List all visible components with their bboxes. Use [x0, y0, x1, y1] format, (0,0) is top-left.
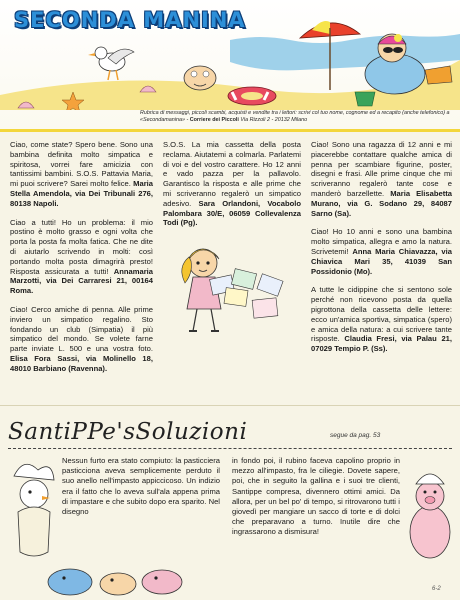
- letter-signature: Claudia Fresi, via Palau 21, 07029 Tempio P. (Ss).: [311, 334, 452, 354]
- solutions-title: SantiPPe'sSoluzioni: [8, 419, 248, 445]
- letters-column-1: [10, 140, 153, 383]
- letter: Ciao! Cerco amiche di penna. Alle prime inviero un simpatico regalino. Sto fondando un club (Simpatia) il più simpatico del mondo. Se volete farne parte inviate L. 500 e una vostra foto. Elisa Fora Sassi, via Molinello 18, 48010 Barbiano (Ravenna).: [10, 304, 153, 373]
- swim-ring-icon: [228, 87, 276, 105]
- solution-text-part-1: Nessun furto era stato compiuto: la pasticciera pasticciona aveva semplicemente perduto il suo anello nell'impasto appiccicoso. Un indizio era il fatto che lo aveva sull'ala appena prima di impastare e che subito dopo era sparito. Nel disegno: [62, 456, 220, 517]
- seagull-icon: [88, 47, 134, 80]
- section-divider: [8, 448, 452, 450]
- page-title: SECONDA MANINA: [14, 8, 246, 32]
- girl-with-letters-illustration: [163, 237, 301, 337]
- continued-from-note: segue da pag. 53: [330, 432, 381, 439]
- letter-signature: Maria Stella Amendola, via Dei Tribunali 276, 80138 Napoli.: [10, 179, 153, 208]
- letters-column-2: [163, 140, 301, 337]
- letters-column-3: [311, 140, 452, 363]
- cake-characters-illustration: [40, 558, 220, 598]
- pig-chef-illustration: [402, 460, 458, 590]
- page-number: 6-2: [432, 586, 441, 592]
- letter: A tutte le cidippine che si sentono sole perché non ricevono posta da quella pigrottona della cassetta delle lettere: ecco un'amica sportiva, simpatica (spero) e amica della natura: a cui scrivere tante risposte. Claudia Fresi, via Palau 21, 07029 Tempio P. (Ss).: [311, 285, 452, 354]
- letter-signature: Elisa Fora Sassi, via Molinello 18, 48010 Barbiano (Ravenna).: [10, 353, 153, 373]
- beach-illustration: [0, 0, 460, 110]
- letter-signature: Sara Orlandoni, Vocabolo Palombara 30/E, 06059 Collevalenza Todi (Pg).: [163, 198, 301, 228]
- header-band: [0, 0, 460, 132]
- letter: Ciao! Sono una ragazza di 12 anni e mi piacerebbe contattare qualche amica di penna per scambiare figurine, poster, disegni e frasi. Alle prime cinque che mi scriveranno regalerò tante cose e manderò barzellette. Maria Elisabetta Murano, via G. Sodano 29, 84087 Sarno (Sa).: [311, 140, 452, 218]
- letter: S.O.S. La mia cassetta della posta reclama. Aiutatemi a colmarla. Parlatemi di voi e del vostro carattere. Ho 12 anni e vado pazza per la pallavolo. Garantisco la risposta e alle prime che mi scriveranno regalerò un simpatico adesivo. Sara Orlandoni, Vocabolo Palombara 30/E, 06059 Collevalenza Todi (Pg).: [163, 140, 301, 228]
- solution-text-part-2: in fondo poi, il rubino faceva capolino proprio in mezzo all'impasto, fra le ciliegie. Dovete sapere, poi, che in seguito la gallina e i suoi tre clienti, Santippe compresa, divennero ottimi amici. Da allora, per un bel po' di tempo, si ritrovarono tutti i giovedì per mangiare un sacco di torte e di dolci che preparavano a turno. Inutile dire che ingrassarono a dismisura!: [232, 456, 400, 537]
- rubric-address: Via Rizzoli 2 - 20132 Milano: [240, 116, 308, 123]
- letter-signature: Maria Elisabetta Murano, via G. Sodano 29, 84087 Sarno (Sa).: [311, 188, 452, 218]
- letter-signature: Annamaria Marzotti, via Dei Carraresi 21, 00164 Roma.: [10, 266, 153, 296]
- bucket-icon: [355, 92, 375, 106]
- rubric-text: Rubrica di messaggi, piccoli scambi, acquisti e vendite tra i lettori: scrivi col tuo nome, cognome ed a recapito (anche telefonico) a «Secondamanina» -: [140, 110, 450, 123]
- letter: Ciao! Ho 10 anni e sono una bambina molto simpatica, allegra e amo la natura. Scrivetemi! Anna Maria Chiavazza, via Chiavica Mari 35, 41039 San Possidonio (Mo).: [311, 227, 452, 276]
- letter-signature: Anna Maria Chiavazza, via Chiavica Mari 35, 41039 San Possidonio (Mo).: [311, 246, 452, 276]
- rubric-publication: Corriere dei Piccoli: [189, 116, 239, 123]
- rubric-note: [140, 110, 452, 123]
- cartoon-character-icon: [184, 66, 216, 90]
- letter: Ciao, come state? Spero bene. Sono una bambina definita molto simpatica e spiritosa, vorrei fare amicizia con tantissimi bambini. S.O.S. Pattavia Maria, mi puoi scrivere? Sarei molto felice. Maria Stella Amendola, via Dei Tribunali 276, 80138 Napoli.: [10, 140, 153, 208]
- letter: Ciao a tutti! Ho un problema: il mio postino è molto grasso e ogni volta che porta la posta fa molta fatica. Che ne dite di aiutarlo scrivendo in molti: così portando molta posta dimagrirà presto! Risposta assicurata a tutti! Annamaria Marzotti, via Dei Carraresi 21, 00164 Roma.: [10, 217, 153, 296]
- sea-shape: [230, 34, 460, 70]
